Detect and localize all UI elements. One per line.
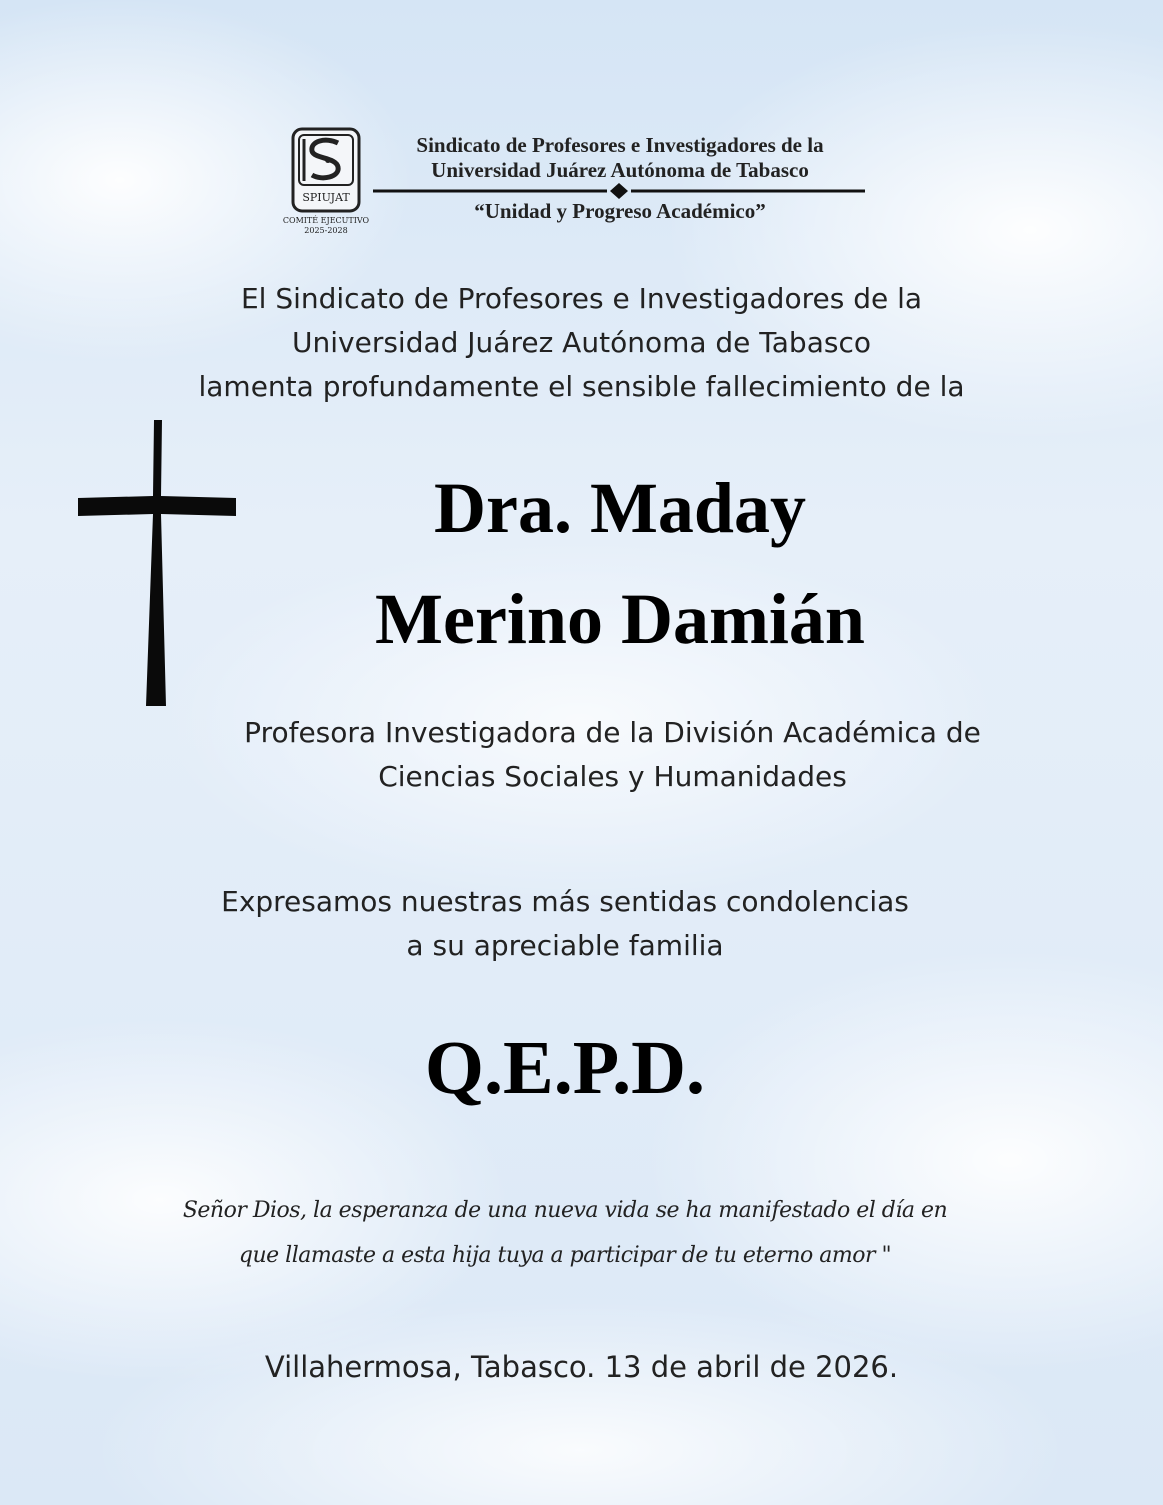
prayer-line2: que llamaste a esta hija tuya a participar de tu eterno amor " bbox=[238, 1243, 892, 1268]
intro-text bbox=[0, 277, 1163, 409]
prayer-quote bbox=[180, 1188, 950, 1278]
intro-line2: Universidad Juárez Autónoma de Tabasco bbox=[292, 326, 871, 359]
place-date: Villahermosa, Tabasco. 13 de abril de 2026. bbox=[264, 1350, 899, 1384]
cross-icon bbox=[78, 420, 238, 706]
condolences-line1: Expresamos nuestras más sentidas condolencias bbox=[221, 885, 909, 918]
header-motto: “Unidad y Progreso Académico” bbox=[474, 199, 766, 223]
prayer-line1: Señor Dios, la esperanza de una nueva vida se ha manifestado el día en bbox=[182, 1198, 948, 1223]
deceased-name-line1: Dra. Maday bbox=[434, 468, 806, 548]
logo-caption bbox=[270, 216, 382, 236]
deceased-role bbox=[190, 711, 1035, 799]
logo-caption-term: 2025-2028 bbox=[304, 226, 348, 235]
role-line1: Profesora Investigadora de la División Académica de bbox=[244, 716, 981, 749]
condolences-line2: a su apreciable familia bbox=[406, 929, 724, 962]
deceased-name-line2: Merino Damián bbox=[375, 579, 865, 659]
qepd-heading: Q.E.P.D. bbox=[424, 1026, 706, 1110]
header-org-line1: Sindicato de Profesores e Investigadores de la bbox=[416, 133, 824, 157]
condolences-text bbox=[150, 880, 980, 968]
header-divider-diamond bbox=[373, 183, 865, 199]
intro-line1: El Sindicato de Profesores e Investigadores de la bbox=[240, 282, 923, 315]
svg-text:SPIUJAT: SPIUJAT bbox=[302, 191, 350, 204]
role-line2: Ciencias Sociales y Humanidades bbox=[378, 760, 847, 793]
logo-caption-committee: COMITÉ EJECUTIVO bbox=[282, 216, 370, 225]
header-org-line2: Universidad Juárez Autónoma de Tabasco bbox=[431, 158, 809, 182]
intro-line3: lamenta profundamente el sensible fallecimiento de la bbox=[198, 370, 965, 403]
spiujat-logo-emblem bbox=[290, 127, 362, 213]
